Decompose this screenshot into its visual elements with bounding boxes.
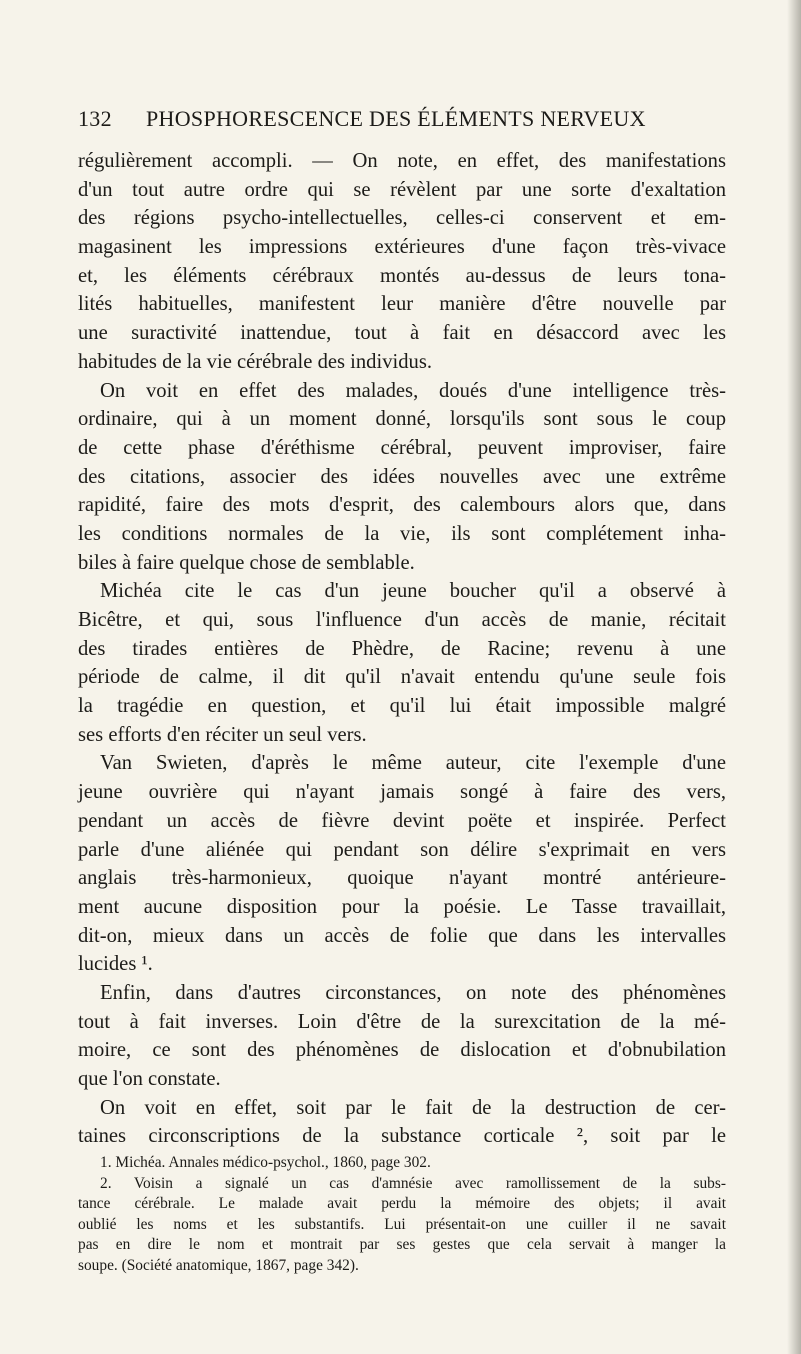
text-line: Van Swieten, d'après le même auteur, cite l'exemple d'une <box>100 752 726 775</box>
text-line: et, les éléments cérébraux montés au-dessus de leurs tona- <box>78 264 726 287</box>
text-line: parle d'une aliénée qui pendant son délire s'exprimait en vers <box>78 838 726 861</box>
page-edge-shadow <box>787 0 801 1354</box>
text-line: la tragédie en question, et qu'il lui était impossible malgré <box>78 695 726 718</box>
text-line: biles à faire quelque chose de semblable. <box>78 551 415 574</box>
text-line: tout à fait inverses. Loin d'être de la surexcitation de la mé- <box>78 1010 726 1033</box>
text-line: Enfin, dans d'autres circonstances, on note des phénomènes <box>100 981 726 1004</box>
running-title: PHOSPHORESCENCE DES ÉLÉMENTS NERVEUX <box>146 106 646 131</box>
footnote-line: tance cérébrale. Le malade avait perdu la mémoire des objets; il avait <box>78 1195 726 1213</box>
text-line: dit-on, mieux dans un accès de folie que dans les intervalles <box>78 924 726 947</box>
text-line: habitudes de la vie cérébrale des individus. <box>78 350 432 373</box>
text-line: de cette phase d'éréthisme cérébral, peuvent improviser, faire <box>78 436 726 459</box>
footnote-line: oublié les noms et les substantifs. Lui présentait-on une cuiller il ne savait <box>78 1215 726 1233</box>
text-line: taines circonscriptions de la substance corticale ², soit par le <box>78 1125 726 1148</box>
text-line: ses efforts d'en réciter un seul vers. <box>78 723 367 746</box>
text-line: ordinaire, qui à un moment donné, lorsqu'ils sont sous le coup <box>78 408 726 431</box>
text-line: des tirades entières de Phèdre, de Racine; revenu à une <box>78 637 726 660</box>
text-line: régulièrement accompli. — On note, en effet, des manifestations <box>78 150 726 172</box>
text-line: On voit en effet des malades, doués d'une intelligence très- <box>100 379 726 402</box>
text-line: Bicêtre, et qui, sous l'influence d'un accès de manie, récitait <box>78 609 726 631</box>
body-text <box>78 147 726 1151</box>
footnote-line: 2. Voisin a signalé un cas d'amnésie avec ramollissement de la subs- <box>100 1174 726 1192</box>
text-line: anglais très-harmonieux, quoique n'ayant montré antérieure- <box>78 867 726 890</box>
footnotes <box>78 1153 726 1277</box>
footnote-line: soupe. (Société anatomique, 1867, page 342). <box>78 1256 359 1274</box>
page-header <box>78 106 728 140</box>
page-number: 132 <box>78 106 112 131</box>
text-line: période de calme, il dit qu'il n'avait entendu qu'une seule fois <box>78 666 726 689</box>
text-line: On voit en effet, soit par le fait de la destruction de cer- <box>100 1096 726 1119</box>
text-line: des citations, associer des idées nouvelles avec une extrême <box>78 465 726 488</box>
text-line: Michéa cite le cas d'un jeune boucher qu'il a observé à <box>100 580 726 603</box>
text-line: lités habituelles, manifestent leur manière d'être nouvelle par <box>78 293 726 316</box>
text-line: pendant un accès de fièvre devint poëte et inspirée. Perfect <box>78 809 726 832</box>
text-line: d'un tout autre ordre qui se révèlent par une sorte d'exaltation <box>78 178 726 201</box>
text-line: jeune ouvrière qui n'ayant jamais songé à faire des vers, <box>78 781 726 804</box>
text-line: moire, ce sont des phénomènes de dislocation et d'obnubilation <box>78 1039 726 1062</box>
text-line: ment aucune disposition pour la poésie. Le Tasse travaillait, <box>78 895 726 918</box>
text-line: lucides ¹. <box>78 953 153 976</box>
text-line: rapidité, faire des mots d'esprit, des calembours alors que, dans <box>78 494 726 517</box>
text-line: des régions psycho-intellectuelles, celles-ci conservent et em- <box>78 207 726 230</box>
text-line: que l'on constate. <box>78 1068 221 1090</box>
text-line: magasinent les impressions extérieures d'une façon très-vivace <box>78 236 726 259</box>
footnote-line: pas en dire le nom et montrait par ses gestes que cela servait à manger la <box>78 1236 726 1254</box>
text-line: une suractivité inattendue, tout à fait en désaccord avec les <box>78 322 726 345</box>
text-line: les conditions normales de la vie, ils sont complétement inha- <box>78 522 726 545</box>
footnote-line: 1. Michéa. Annales médico-psychol., 1860, page 302. <box>100 1154 431 1171</box>
